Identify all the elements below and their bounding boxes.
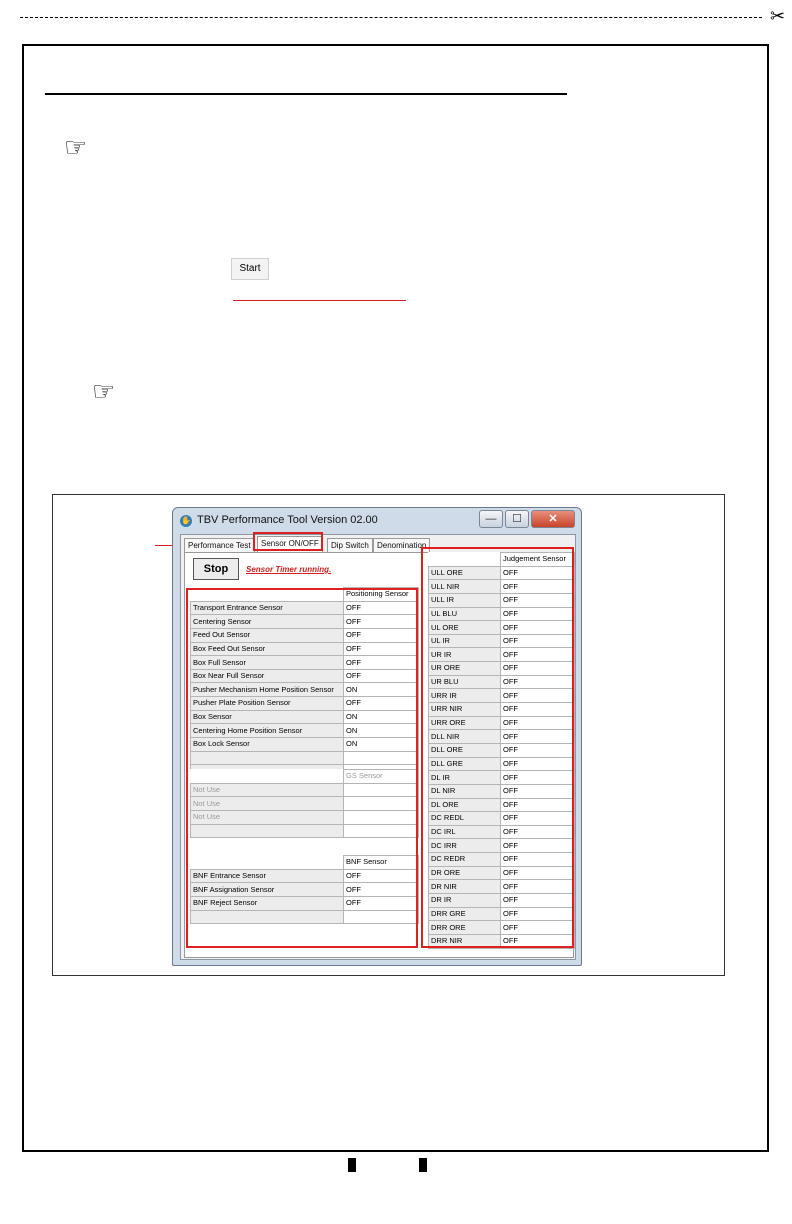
sensor-value: OFF <box>501 894 575 908</box>
tab-dip-switch[interactable]: Dip Switch <box>327 538 373 552</box>
table-row <box>429 703 575 717</box>
table-row <box>191 601 419 615</box>
table-row <box>429 607 575 621</box>
sensor-name <box>191 910 344 924</box>
table-row <box>429 730 575 744</box>
sensor-name: DLL NIR <box>429 730 501 744</box>
bnf-sensor-table <box>190 855 419 924</box>
header-blank-cell <box>191 770 344 784</box>
table-header-row <box>191 856 419 870</box>
sensor-value: OFF <box>344 669 419 683</box>
pointing-hand-icon: ☞ <box>92 376 116 406</box>
sensor-name: ULL IR <box>429 593 501 607</box>
sensor-value: OFF <box>344 883 419 897</box>
sensor-value: OFF <box>501 743 575 757</box>
sensor-name: DR ORE <box>429 866 501 880</box>
sensor-value: OFF <box>501 784 575 798</box>
sensor-name: DL IR <box>429 771 501 785</box>
sensor-name: Centering Home Position Sensor <box>191 724 344 738</box>
table-row <box>429 621 575 635</box>
sensor-value: ON <box>344 724 419 738</box>
table-row <box>429 648 575 662</box>
sensor-value <box>344 810 419 824</box>
sensor-value: OFF <box>501 880 575 894</box>
sensor-value: OFF <box>501 771 575 785</box>
table-row <box>429 934 575 948</box>
minimize-button[interactable]: — <box>479 510 503 528</box>
table-row <box>429 580 575 594</box>
sensor-value: OFF <box>501 839 575 853</box>
sensor-value: OFF <box>501 907 575 921</box>
sensor-value: OFF <box>344 642 419 656</box>
sensor-value: OFF <box>501 703 575 717</box>
sensor-name: Box Near Full Sensor <box>191 669 344 683</box>
sensor-value: OFF <box>501 798 575 812</box>
sensor-value: OFF <box>344 615 419 629</box>
status-text: Sensor Timer running. <box>246 565 332 574</box>
sensor-name: DLL GRE <box>429 757 501 771</box>
sensor-name: DRR GRE <box>429 907 501 921</box>
sensor-name: Pusher Mechanism Home Position Sensor <box>191 683 344 697</box>
sensor-name: DL NIR <box>429 784 501 798</box>
window-client <box>180 534 576 960</box>
sensor-value: OFF <box>344 697 419 711</box>
sensor-value: OFF <box>501 866 575 880</box>
table-row <box>429 566 575 580</box>
table-row <box>191 656 419 670</box>
scissors-icon: ✂ <box>770 6 786 26</box>
pointing-hand-icon: ☞ <box>64 132 88 162</box>
section-heading-rule <box>45 93 567 95</box>
tab-sensor-on-off[interactable]: Sensor ON/OFF <box>257 536 323 552</box>
sensor-name: Pusher Plate Position Sensor <box>191 697 344 711</box>
sensor-value <box>344 824 419 838</box>
table-row <box>429 716 575 730</box>
sensor-value: OFF <box>344 628 419 642</box>
sensor-value: OFF <box>501 634 575 648</box>
app-icon: ✋ <box>181 516 191 525</box>
sensor-value <box>344 751 419 765</box>
table-row <box>191 683 419 697</box>
table-row <box>429 880 575 894</box>
sensor-value: OFF <box>501 621 575 635</box>
table-row <box>191 883 419 897</box>
table-row <box>429 825 575 839</box>
table-row <box>191 697 419 711</box>
column-header: Positioning Sensor <box>344 588 419 602</box>
sensor-value: OFF <box>501 730 575 744</box>
close-button[interactable]: ✕ <box>531 510 575 528</box>
sensor-name: Centering Sensor <box>191 615 344 629</box>
sensor-value: OFF <box>501 853 575 867</box>
table-row <box>429 675 575 689</box>
sensor-name: UR ORE <box>429 662 501 676</box>
sensor-value: OFF <box>501 675 575 689</box>
sensor-name: DRR NIR <box>429 934 501 948</box>
red-underline <box>233 300 406 301</box>
sensor-name <box>191 824 344 838</box>
table-row <box>429 593 575 607</box>
sensor-value: OFF <box>501 825 575 839</box>
sensor-value: ON <box>344 683 419 697</box>
sensor-value: OFF <box>501 580 575 594</box>
sensor-value: OFF <box>344 896 419 910</box>
sensor-name: DC REDL <box>429 812 501 826</box>
sensor-value <box>344 783 419 797</box>
gs-sensor-table <box>190 769 419 838</box>
column-header: BNF Sensor <box>344 856 419 870</box>
sensor-value: ON <box>344 738 419 752</box>
sensor-value: OFF <box>501 566 575 580</box>
sensor-value: OFF <box>501 716 575 730</box>
sensor-name: URR IR <box>429 689 501 703</box>
sensor-name: Box Feed Out Sensor <box>191 642 344 656</box>
sensor-name: DC IRL <box>429 825 501 839</box>
app-window <box>172 507 582 966</box>
sensor-name: UR IR <box>429 648 501 662</box>
table-row <box>429 662 575 676</box>
sensor-name: DR IR <box>429 894 501 908</box>
table-row <box>429 757 575 771</box>
sensor-value: OFF <box>501 593 575 607</box>
sensor-name: UL BLU <box>429 607 501 621</box>
header-blank-cell <box>429 553 501 567</box>
table-row <box>429 634 575 648</box>
header-blank-cell <box>191 856 344 870</box>
table-row <box>191 628 419 642</box>
sensor-name: Box Sensor <box>191 710 344 724</box>
table-row <box>429 812 575 826</box>
judgement-sensor-table <box>428 552 575 949</box>
table-row <box>191 669 419 683</box>
header-blank-cell <box>191 588 344 602</box>
maximize-button[interactable]: ☐ <box>505 510 529 528</box>
table-row <box>429 907 575 921</box>
sensor-name: Box Lock Sensor <box>191 738 344 752</box>
positioning-sensor-table <box>190 587 419 779</box>
sensor-name: DL ORE <box>429 798 501 812</box>
table-row <box>429 771 575 785</box>
cut-line <box>20 17 762 18</box>
sensor-name: Not Use <box>191 797 344 811</box>
table-row <box>191 710 419 724</box>
table-row <box>429 866 575 880</box>
table-row <box>429 784 575 798</box>
sensor-value: OFF <box>344 656 419 670</box>
table-row <box>429 894 575 908</box>
start-button-image: Start <box>231 258 269 280</box>
sensor-tab-panel <box>184 552 574 958</box>
sensor-name: ULL NIR <box>429 580 501 594</box>
sensor-name: Box Full Sensor <box>191 656 344 670</box>
table-row <box>191 783 419 797</box>
sensor-name: BNF Entrance Sensor <box>191 869 344 883</box>
sensor-name: BNF Assignation Sensor <box>191 883 344 897</box>
table-row <box>429 839 575 853</box>
sensor-value: OFF <box>501 607 575 621</box>
sensor-value: OFF <box>344 869 419 883</box>
table-row <box>191 797 419 811</box>
sensor-value: OFF <box>501 812 575 826</box>
sensor-value: OFF <box>501 934 575 948</box>
table-row <box>191 910 419 924</box>
stop-button[interactable]: Stop <box>193 558 239 580</box>
sensor-value <box>344 797 419 811</box>
sensor-value: OFF <box>501 662 575 676</box>
table-row <box>429 743 575 757</box>
sensor-name: UL ORE <box>429 621 501 635</box>
table-row <box>191 615 419 629</box>
tab-denomination[interactable]: Denomination <box>373 538 430 552</box>
sensor-value: OFF <box>501 648 575 662</box>
sensor-name: ULL ORE <box>429 566 501 580</box>
table-header-row <box>429 553 575 567</box>
table-row <box>429 921 575 935</box>
table-row <box>191 738 419 752</box>
sensor-value: OFF <box>501 921 575 935</box>
sensor-name: URR NIR <box>429 703 501 717</box>
sensor-name: DC REDR <box>429 853 501 867</box>
sensor-name: BNF Reject Sensor <box>191 896 344 910</box>
sensor-name: Feed Out Sensor <box>191 628 344 642</box>
column-header: Judgement Sensor <box>501 553 575 567</box>
table-row <box>191 869 419 883</box>
sensor-value: OFF <box>501 689 575 703</box>
sensor-name: UR BLU <box>429 675 501 689</box>
sensor-name: Transport Entrance Sensor <box>191 601 344 615</box>
table-row <box>191 810 419 824</box>
sensor-value <box>344 910 419 924</box>
table-row <box>429 853 575 867</box>
table-row <box>429 689 575 703</box>
sensor-name: UL IR <box>429 634 501 648</box>
page-number-mark <box>348 1158 356 1172</box>
sensor-name: URR ORE <box>429 716 501 730</box>
page-number-mark <box>419 1158 427 1172</box>
table-row <box>429 798 575 812</box>
sensor-name: Not Use <box>191 783 344 797</box>
window-title: TBV Performance Tool Version 02.00 <box>197 514 378 526</box>
sensor-value: OFF <box>344 601 419 615</box>
sensor-name: DC IRR <box>429 839 501 853</box>
table-row <box>191 824 419 838</box>
table-row <box>191 751 419 765</box>
tab-performance-test[interactable]: Performance Test <box>184 538 255 552</box>
sensor-value: OFF <box>501 757 575 771</box>
title-bar[interactable] <box>173 508 581 534</box>
sensor-name: DR NIR <box>429 880 501 894</box>
sensor-name: DLL ORE <box>429 743 501 757</box>
table-row <box>191 896 419 910</box>
column-header: GS Sensor <box>344 770 419 784</box>
table-header-row <box>191 770 419 784</box>
table-row <box>191 724 419 738</box>
sensor-value: ON <box>344 710 419 724</box>
sensor-name: Not Use <box>191 810 344 824</box>
sensor-name <box>191 751 344 765</box>
table-row <box>191 642 419 656</box>
sensor-name: DRR ORE <box>429 921 501 935</box>
table-header-row <box>191 588 419 602</box>
